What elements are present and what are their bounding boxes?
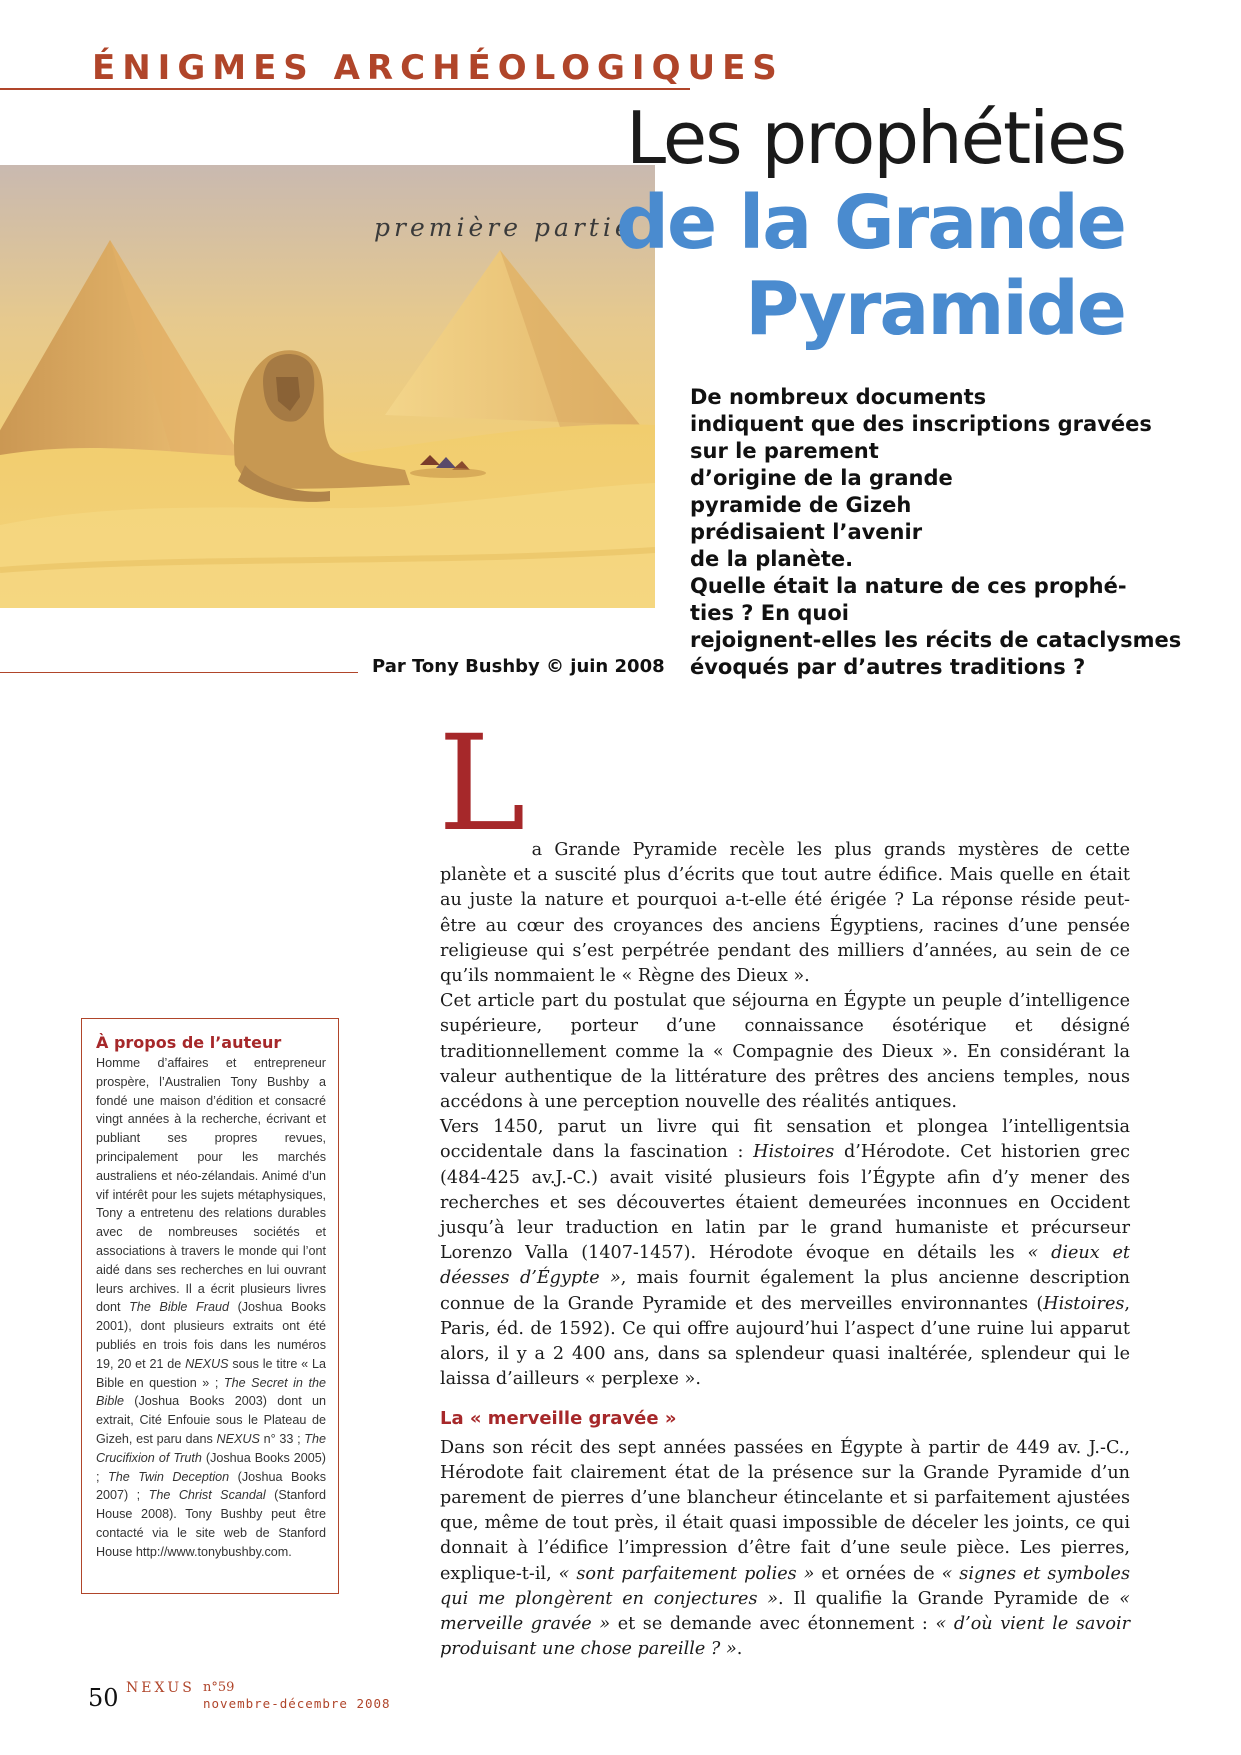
paragraph: Cet article part du postulat que séjourna en Égypte un peuple d’intelligence supérieure, porteur d’une connaissance ésotérique et désigné traditionnellement comme la « Compagnie des Dieux ». En considérant la valeur authentique de la littérature des prêtres des anciens temples, nous accédons à une perception nouvelle des réalités antiques. bbox=[440, 991, 1130, 1113]
standfirst-line: de la planète. bbox=[690, 547, 854, 571]
section-header: ÉNIGMES ARCHÉOLOGIQUES bbox=[92, 48, 784, 88]
standfirst-line: Quelle était la nature de ces prophé- bbox=[690, 574, 1127, 598]
byline: Par Tony Bushby © juin 2008 bbox=[372, 656, 665, 677]
article-title-line2: de la Grande bbox=[616, 180, 1125, 266]
author-sidebar bbox=[81, 1018, 339, 1594]
article-title-line3: Pyramide bbox=[745, 266, 1125, 352]
paragraph: Vers 1450, parut un livre qui fit sensation et plongea l’intelligentsia occidentale dans la fascination : Histoires d’Hérodote. Cet historien grec (484-425 av.J.-C.) avait visité plusieurs fois l’Égypte afin d’y mener des recherches et ses découvertes étaient demeurées inconnues en Occident jusqu’à leur traduction en latin par le grand humaniste et précurseur Lorenzo Valla (1407-1457). Hérodote évoque en détails les « dieux et déesses d’Égypte », mais fournit également la plus ancienne description connue de la Grande Pyramide et des merveilles environnantes (Histoires, Paris, éd. de 1592). Ce qui offre aujourd’hui l’aspect d’une ruine lui apparut alors, il y a 2 400 ans, dans sa splendeur quasi inaltérée, splendeur qui le laissa d’ailleurs « perplexe ». bbox=[440, 1117, 1130, 1390]
standfirst-line: d’origine de la grande bbox=[690, 466, 953, 490]
article-title-line1: Les prophéties bbox=[626, 96, 1125, 180]
standfirst-line: De nombreux documents bbox=[690, 385, 987, 409]
article-body bbox=[438, 707, 1130, 1663]
standfirst-line: pyramide de Gizeh bbox=[690, 493, 912, 517]
standfirst-line: sur le parement bbox=[690, 439, 879, 463]
section-subheading: La « merveille gravée » bbox=[440, 1408, 677, 1430]
standfirst-line: rejoignent-elles les récits de cataclysmes bbox=[690, 628, 1182, 652]
section-rule bbox=[0, 88, 690, 90]
magazine-name: NEXUS bbox=[126, 1680, 195, 1696]
standfirst bbox=[690, 384, 1182, 681]
issue-number: n°59 bbox=[203, 1680, 235, 1695]
sidebar-title: À propos de l’auteur bbox=[96, 1033, 282, 1052]
byline-rule bbox=[0, 672, 358, 673]
page-number: 50 bbox=[88, 1684, 119, 1712]
issue-date: novembre-décembre 2008 bbox=[203, 1696, 391, 1711]
paragraph: a Grande Pyramide recèle les plus grands mystères de cette planète et a suscité plus d’écrits que tout autre édifice. Mais quelle en était au juste la nature et pourquoi a-t-elle été érigée ? La réponse réside peut-être au cœur des croyances des anciens Égyptiens, racines d’une pensée religieuse qui s’est perpétrée pendant des milliers d’années, au sein de ce qu’ils nommaient le « Règne des Dieux ». bbox=[440, 840, 1130, 987]
paragraph: Dans son récit des sept années passées en Égypte à partir de 449 av. J.-C., Hérodote fait clairement état de la présence sur la Grande Pyramide d’un parement de pierres d’une blancheur étincelante et si parfaitement ajustées que, même de tout près, il était quasi impossible de déceler les joints, ce qui donnait à l’édifice l’impression d’être fait d’une seule pièce. Les pierres, explique-t-il, « sont parfaitement polies » et ornées de « signes et symboles qui me plongèrent en conjectures ». Il qualifie la Grande Pyramide de « merveille gravée » et se demande avec étonnement : « d’où vient le savoir produisant une chose pareille ? ». bbox=[440, 1437, 1130, 1660]
standfirst-line: ties ? En quoi bbox=[690, 601, 849, 625]
subtitle-part: première partie bbox=[374, 213, 634, 242]
standfirst-line: évoqués par d’autres traditions ? bbox=[690, 655, 1086, 679]
sidebar-text: Homme d’affaires et entrepreneur prospère, l’Australien Tony Bushby a fondé une maison d’édition et consacré vingt années à la recherche, écrivant et publiant ses propres revues, principalement pour les marchés australiens et néo-zélandais. Animé d’un vif intérêt pour les sujets métaphysiques, Tony a entretenu des relations durables avec de nombreuses sociétés et associations à travers le monde qui l’ont aidé dans ses recherches en lui ouvrant leurs archives. Il a écrit plusieurs livres dont The Bible Fraud (Joshua Books 2001), dont plusieurs extraits ont été publiés en trois fois dans les numéros 19, 20 et 21 de NEXUS sous le titre « La Bible en question » ; The Secret in the Bible (Joshua Books 2003) dont un extrait, Cité Enfouie sous le Plateau de Gizeh, est paru dans NEXUS n° 33 ; The Crucifixion of Truth (Joshua Books 2005) ; The Twin Deception (Joshua Books 2007) ; The Christ Scandal (Stanford House 2008). Tony Bushby peut être contacté via le site web de Stanford House http://www.tonybushby.com. bbox=[96, 1056, 327, 1559]
drop-cap: L bbox=[438, 707, 526, 861]
standfirst-line: prédisaient l’avenir bbox=[690, 520, 923, 544]
standfirst-line: indiquent que des inscriptions gravées bbox=[690, 412, 1152, 436]
drop-cap-spacer bbox=[440, 728, 1130, 838]
